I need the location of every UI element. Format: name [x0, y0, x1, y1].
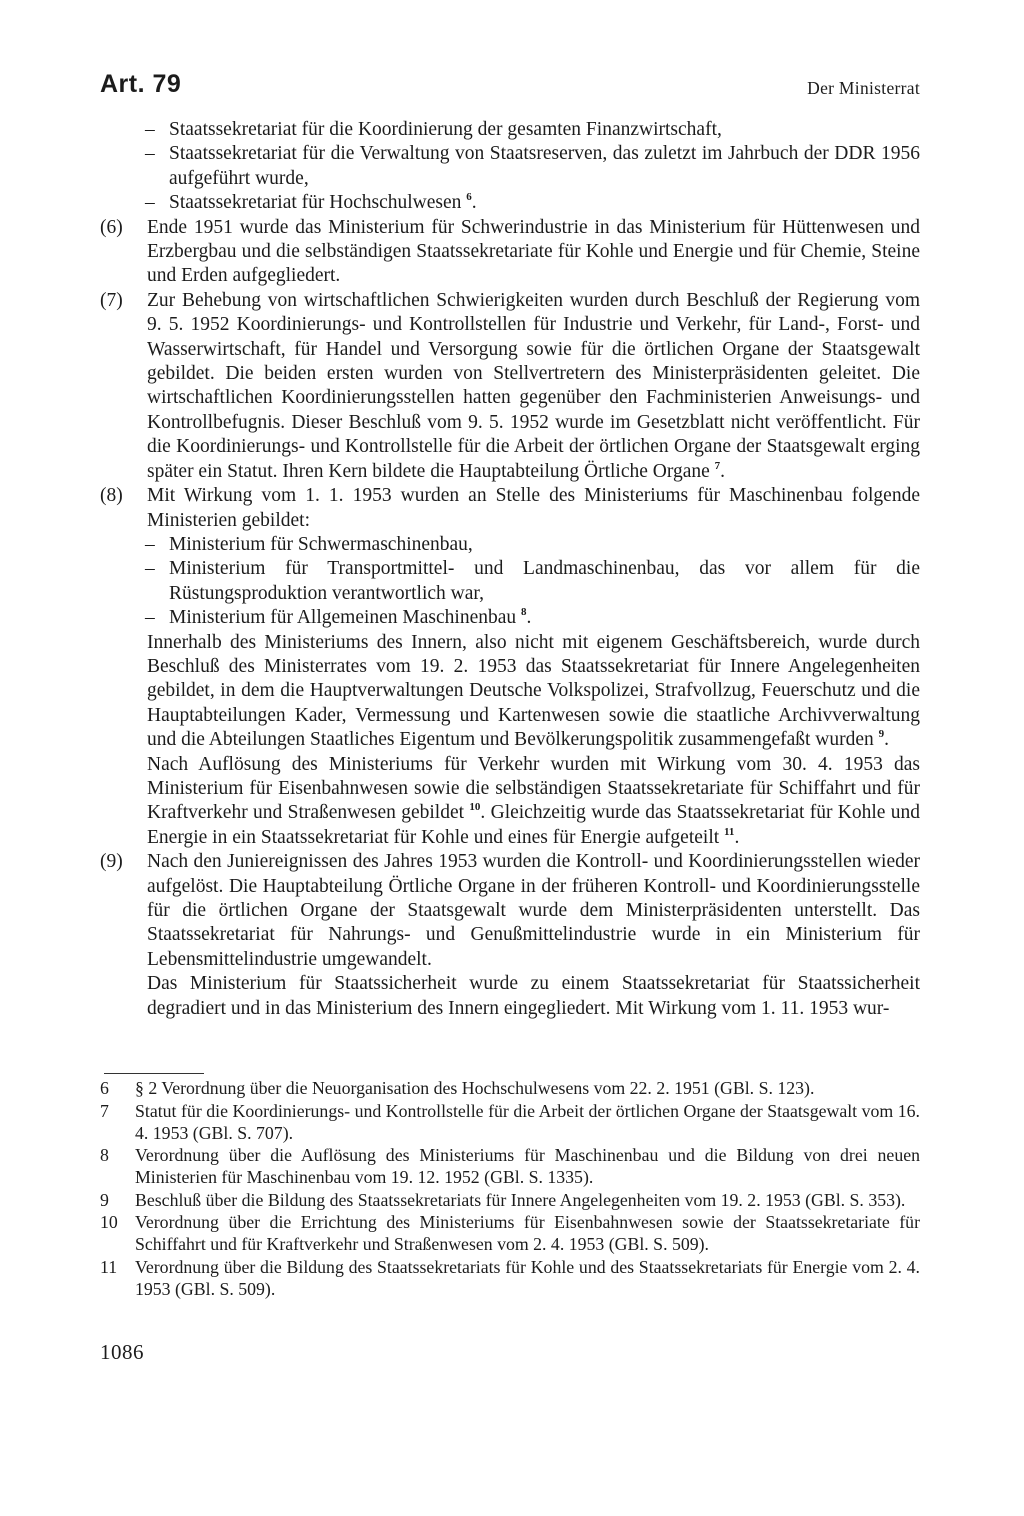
- footnote-ref[interactable]: 7: [714, 459, 721, 472]
- list-item: – Ministerium für Transportmittel- und Landmaschinenbau, das vor allem für die Rüstungsproduktion verantwortlich war,: [100, 557, 920, 606]
- paragraph-9-continued: Das Ministerium für Staatssicherheit wurde zu einem Staatssekretariat für Staatssicherheit degradiert und in das Ministerium des Innern eingegliedert. Mit Wirkung vom 1. 11. 1953 wur-: [147, 973, 920, 1019]
- footnote: 9 Beschluß über die Bildung des Staatssekretariats für Innere Angelegenheiten vom 19. 2. 1953 (GBl. S. 353).: [100, 1189, 906, 1210]
- paragraph-number: (6): [100, 216, 123, 238]
- paragraph-8-continued: Innerhalb des Ministeriums des Innern, also nicht mit eigenem Geschäftsbereich, wurde durch Beschluß des Ministerrates vom 19. 2. 1953 das Staatssekretariat für Innere Angelegenheiten gebildet, in dem die Hauptverwaltungen Deutsche Volkspolizei, Strafvollzug, Feuerschutz und die Hauptabteilungen Kader, Vermessung und Kartenwesen sowie die staatliche Archivverwaltung und die Abteilungen Staatliches Eigentum und Bevölkerungspolitik zusammengefaßt wurden $^9$.: [147, 631, 920, 751]
- footnote: 11 Verordnung über die Bildung des Staatssekretariats für Kohle und des Staatssekretariats für Energie vom 2. 4. 1953 (GBl. S. 509).: [100, 1256, 920, 1299]
- footnote: 8 Verordnung über die Auflösung des Ministeriums für Maschinenbau und die Bildung von drei neuen Ministerien für Maschinenbau vom 19. 12. 1952 (GBl. S. 1335).: [100, 1145, 920, 1187]
- paragraph-8-continued: Nach Auflösung des Ministeriums für Verkehr wurden mit Wirkung vom 30. 4. 1953 das Ministerium für Eisenbahnwesen sowie die selbständigen Staatssekretariate für Schiffahrt und für Kraftverkehr und Straßenwesen gebildet $^{10}$. Gleichzeitig wurde das Staatssekretariat für Kohle und Energie in ein Staatssekretariat für Kohle und eines für Energie aufgeteilt $^{11}$.: [147, 753, 921, 848]
- footnote-number: 10: [100, 1212, 118, 1232]
- footnote-ref[interactable]: 10: [469, 801, 481, 814]
- footnote: 6 § 2 Verordnung über die Neuorganisation des Hochschulwesens vom 22. 2. 1951 (GBl. S. 123).: [100, 1078, 815, 1098]
- list-item: – Ministerium für Schwermaschinenbau,: [100, 533, 920, 557]
- footnote-ref[interactable]: 8: [521, 606, 527, 619]
- footnote-number: 9: [100, 1189, 109, 1210]
- list-item: – Staatssekretariat für die Verwaltung von Staatsreserven, das zuletzt im Jahrbuch der DDR 1956 aufgeführt wurde,: [100, 142, 920, 191]
- footnote-number: 7: [100, 1100, 109, 1121]
- list-item: – Staatssekretariat für Hochschulwesen $^6$.: [100, 191, 920, 215]
- list-item: – Ministerium für Allgemeinen Maschinenbau $^8$.: [100, 606, 920, 630]
- paragraph-7: (7) Zur Behebung von wirtschaftlichen Schwierigkeiten wurden durch Beschluß der Regierung vom 9. 5. 1952 Koordinierungs- und Kontrollstellen für Industrie und Verkehr, für Land-, Forst- und Wasserwirtschaft, für Handel und Versorgung sowie für die örtlichen Organe der Staatsgewalt gebildet. Die beiden ersten wurden von Stellvertretern des Ministerpräsidenten geleitet. Die wirtschaftlichen Koordinierungsstellen hatten gegenüber den Fachministerien Anweisungs- und Kontrollbefugnis. Dieser Beschluß vom 9. 5. 1952 wurde im Gesetzblatt nicht veröffentlicht. Für die Koordinierungs- und Kontrollstelle für die Arbeit der örtlichen Organe der Staatsgewalt erging später ein Statut. Ihren Kern bildete die Hauptabteilung Örtliche Organe $^7$.: [100, 289, 920, 482]
- footnote-ref[interactable]: 6: [466, 191, 472, 204]
- page-number: 1086: [100, 1340, 144, 1364]
- footnote-ref[interactable]: 11: [724, 825, 735, 838]
- footnote-number: 11: [100, 1256, 118, 1277]
- paragraph-number: (9): [100, 851, 123, 873]
- footnote-number: 6: [100, 1078, 109, 1098]
- paragraph-number: (8): [100, 485, 123, 507]
- footnotes: [100, 1077, 920, 1300]
- body-text: [100, 118, 920, 1021]
- running-title: Der Ministerrat: [807, 78, 920, 98]
- footnote: 10 Verordnung über die Errichtung des Ministeriums für Eisenbahnwesen sowie der Staatssekretariate für Schiffahrt und für Kraftverkehr und Straßenwesen vom 2. 4. 1953 (GBl. S. 509).: [100, 1212, 920, 1254]
- paragraph-6: (6) Ende 1951 wurde das Ministerium für Schwerindustrie in das Ministerium für Hüttenwesen und Erzbergbau und die selbständigen Staatssekretariate für Kohle und Energie und für Chemie, Steine und Erden aufgegliedert.: [100, 216, 920, 287]
- paragraph-9: (9) Nach den Juniereignissen des Jahres 1953 wurden die Kontroll- und Koordinierungsstellen wieder aufgelöst. Die Hauptabteilung Örtliche Organe in der früheren Kontroll- und Koordinierungsstelle für die örtlichen Organe der Staatsgewalt wurde dem Ministerpräsidenten unterstellt. Das Staatssekretariat für Nahrungs- und Genußmittelindustrie wurde in ein Ministerium für Lebensmittelindustrie umgewandelt.: [100, 851, 920, 970]
- article-heading: Art. 79: [100, 70, 182, 98]
- footnote-divider: [104, 1073, 204, 1074]
- paragraph-8: (8) Mit Wirkung vom 1. 1. 1953 wurden an Stelle des Ministeriums für Maschinenbau folgende Ministerien gebildet:: [100, 485, 920, 531]
- footnote: 7 Statut für die Koordinierungs- und Kontrollstelle für die Arbeit der örtlichen Organe der Staatsgewalt vom 16. 4. 1953 (GBl. S. 707).: [100, 1100, 920, 1143]
- paragraph-number: (7): [100, 289, 123, 311]
- footnote-number: 8: [100, 1145, 109, 1165]
- footnote-ref[interactable]: 9: [878, 728, 885, 741]
- list-item: – Staatssekretariat für die Koordinierung der gesamten Finanzwirtschaft,: [100, 118, 920, 142]
